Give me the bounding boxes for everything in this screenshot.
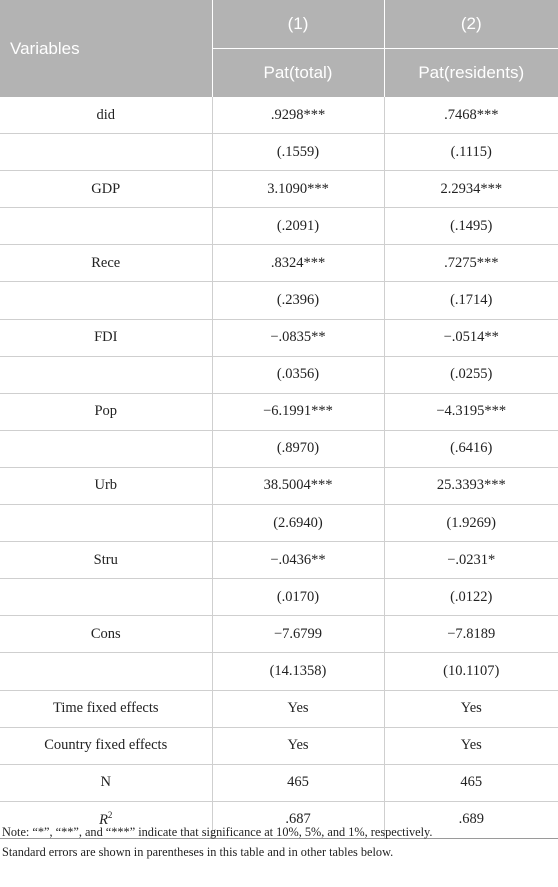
table-row [0, 282, 558, 319]
table-row [0, 467, 558, 504]
row-label [0, 208, 212, 245]
table-row [0, 616, 558, 653]
row-label: Pop [0, 393, 212, 430]
cell-col2: (.6416) [384, 430, 558, 467]
cell-col1: (.0356) [212, 356, 384, 393]
cell-col1: Yes [212, 690, 384, 727]
cell-col2: −4.3195*** [384, 393, 558, 430]
table-row [0, 542, 558, 579]
cell-col2: (10.1107) [384, 653, 558, 690]
column-1-name: Pat(total) [212, 49, 384, 98]
cell-col1: (.2396) [212, 282, 384, 319]
row-label: Urb [0, 467, 212, 504]
cell-col1: 38.5004*** [212, 467, 384, 504]
row-label [0, 579, 212, 616]
cell-col2: (.1115) [384, 134, 558, 171]
row-label [0, 505, 212, 542]
row-label: Stru [0, 542, 212, 579]
cell-col1: Yes [212, 727, 384, 764]
table-row [0, 319, 558, 356]
cell-col2: −.0514** [384, 319, 558, 356]
table-row [0, 764, 558, 801]
cell-col1: −.0835** [212, 319, 384, 356]
cell-col2: (.0255) [384, 356, 558, 393]
cell-col2: (1.9269) [384, 505, 558, 542]
cell-col2: (.1714) [384, 282, 558, 319]
cell-col2: −.0231* [384, 542, 558, 579]
cell-col2: (.1495) [384, 208, 558, 245]
row-label: FDI [0, 319, 212, 356]
table-note [2, 822, 556, 862]
cell-col1: (.1559) [212, 134, 384, 171]
note-line-1: Note: “*”, “**”, and “***” indicate that significance at 10%, 5%, and 1%, respectively. [2, 825, 433, 839]
row-label [0, 430, 212, 467]
cell-col2: Yes [384, 690, 558, 727]
cell-col2: .7275*** [384, 245, 558, 282]
cell-col1: (.8970) [212, 430, 384, 467]
cell-col2: 2.2934*** [384, 171, 558, 208]
row-label [0, 356, 212, 393]
table-row [0, 727, 558, 764]
cell-col1: −.0436** [212, 542, 384, 579]
cell-col1: (.0170) [212, 579, 384, 616]
table-row [0, 171, 558, 208]
table-row [0, 97, 558, 134]
column-2-name: Pat(residents) [384, 49, 558, 98]
cell-col2: (.0122) [384, 579, 558, 616]
table-row [0, 505, 558, 542]
row-label [0, 653, 212, 690]
table-row [0, 356, 558, 393]
cell-col1: −7.6799 [212, 616, 384, 653]
row-label: Time fixed effects [0, 690, 212, 727]
row-label [0, 282, 212, 319]
row-label: Country fixed effects [0, 727, 212, 764]
cell-col1: .8324*** [212, 245, 384, 282]
row-label: did [0, 97, 212, 134]
cell-col1: .9298*** [212, 97, 384, 134]
cell-col1: 465 [212, 764, 384, 801]
cell-col2: −7.8189 [384, 616, 558, 653]
row-label: Cons [0, 616, 212, 653]
table-row [0, 653, 558, 690]
column-2-number: (2) [384, 0, 558, 49]
cell-col2: Yes [384, 727, 558, 764]
cell-col2: .689 [384, 801, 558, 838]
table-row [0, 134, 558, 171]
r-squared-symbol: R [99, 812, 108, 829]
row-label: Rece [0, 245, 212, 282]
cell-col2: 465 [384, 764, 558, 801]
table-row [0, 690, 558, 727]
table-row [0, 430, 558, 467]
table-row [0, 579, 558, 616]
note-line-2: Standard errors are shown in parentheses in this table and in other tables below. [2, 845, 394, 859]
table-row [0, 393, 558, 430]
cell-col1: (2.6940) [212, 505, 384, 542]
r-squared-exponent: 2 [107, 810, 113, 821]
row-label: GDP [0, 171, 212, 208]
cell-col2: .7468*** [384, 97, 558, 134]
table-row [0, 208, 558, 245]
variables-header: Variables [0, 0, 212, 97]
cell-col1: .687 [212, 801, 384, 838]
cell-col1: (14.1358) [212, 653, 384, 690]
table-row [0, 245, 558, 282]
row-label: N [0, 764, 212, 801]
cell-col2: 25.3393*** [384, 467, 558, 504]
cell-col1: −6.1991*** [212, 393, 384, 430]
cell-col1: 3.1090*** [212, 171, 384, 208]
row-label [0, 134, 212, 171]
column-1-number: (1) [212, 0, 384, 49]
cell-col1: (.2091) [212, 208, 384, 245]
